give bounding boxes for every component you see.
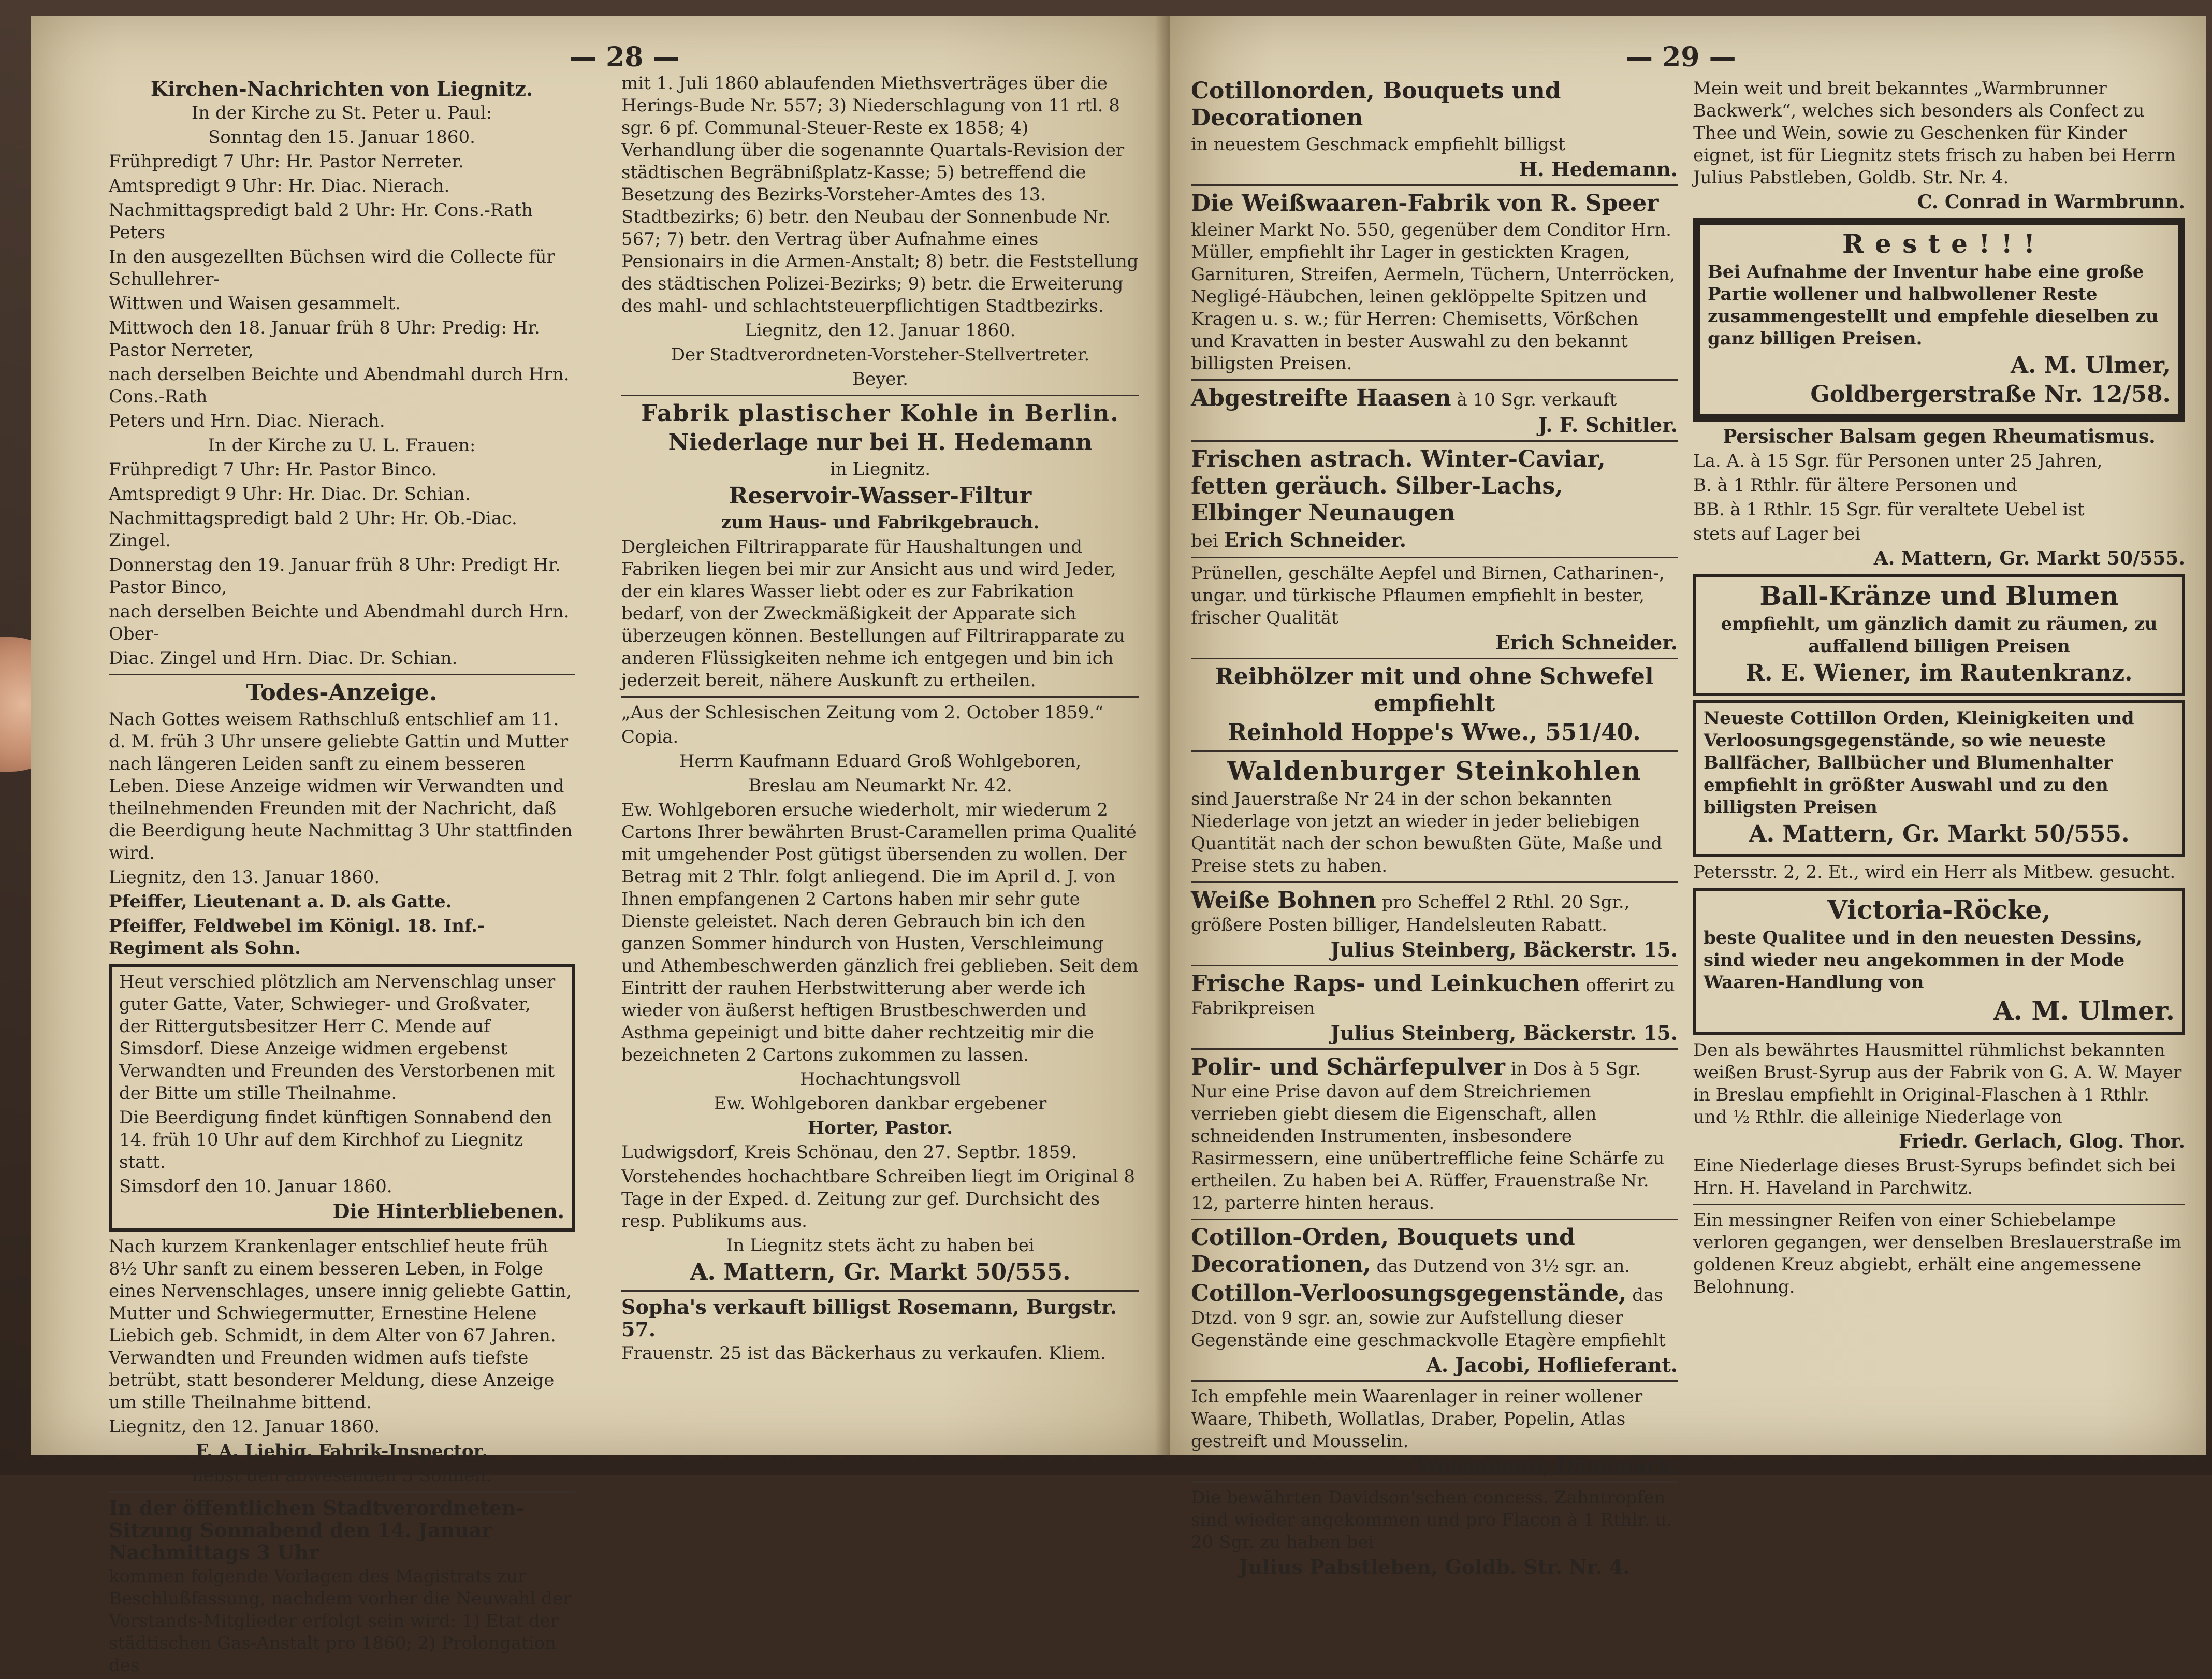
church-date: Sonntag den 15. Januar 1860. bbox=[208, 127, 475, 148]
verlosung-title: Cotillon-Verloosungsgegenstände, bbox=[1191, 1280, 1627, 1307]
right-col-2 bbox=[1693, 78, 2185, 1300]
church-line: Peters und Hrn. Diac. Nierach. bbox=[109, 411, 385, 431]
fabrik-title: Fabrik plastischer Kohle in Berlin. bbox=[641, 400, 1119, 427]
davidson-name: Julius Pabstleben, Goldb. Str. Nr. 4. bbox=[1239, 1555, 1630, 1579]
mende-signature: Die Hinterbliebenen. bbox=[332, 1199, 564, 1223]
haasen-text: à 10 Sgr. verkauft bbox=[1457, 389, 1617, 410]
reste-title: R e s t e ! ! ! bbox=[1842, 228, 2036, 259]
balsam-line: B. à 1 Rthlr. für ältere Personen und bbox=[1693, 475, 2017, 496]
divider bbox=[1693, 1204, 2185, 1205]
verlosung-name: A. Jacobi, Hoflieferant. bbox=[1426, 1353, 1678, 1377]
council-text: kommen folgende Vorlagen des Magistrats zur Beschlußfassung, nachdem vorher die Neuwahl der Vorstands-Mitglieder erfolgt sein wird: 1) Etat der städtischen Gas-Anstalt pro 1860; 2) Prolongation des bbox=[109, 1566, 572, 1676]
syrup-note: Eine Niederlage dieses Brust-Syrups befindet sich bei Hrn. H. Haveland in Parchwitz. bbox=[1693, 1155, 2176, 1198]
cotillon2-text: das Dutzend von 3½ sgr. an. bbox=[1376, 1256, 1631, 1277]
mende-burial: Die Beerdigung findet künftigen Sonnabend den 14. früh 10 Uhr auf dem Kirchhof zu Liegnitz statt. bbox=[119, 1107, 552, 1173]
liebich-text: Nach kurzem Krankenlager entschlief heute früh 8½ Uhr sanft zu einem besseren Leben, in Folge eines Nervenschlages, unsere innig geliebte Gattin, Mutter und Schwiegermutter, Ernestine Helene Liebich geb. Schmidt, in dem Alter von 67 Jahren. Verwandten und Freunden widmen aufs tiefste betrübt, statt besonderer Meldung, diese Anzeige um stille Theilnahme bittend. bbox=[109, 1236, 572, 1413]
verlosung-text: das Dtzd. von 9 sgr. an, sowie zur Aufstellung dieser Gegenstände eine geschmackvolle Etagère empfiehlt bbox=[1191, 1285, 1666, 1351]
gross-regards-2: Ew. Wohlgeboren dankbar ergebener bbox=[714, 1093, 1047, 1114]
liebich-signature: F. A. Liebig, Fabrik-Inspector, bbox=[196, 1441, 488, 1461]
ball-box bbox=[1693, 574, 2185, 696]
mende-date: Simsdorf den 10. Januar 1860. bbox=[119, 1176, 392, 1197]
polir-text: in Dos à 5 Sgr. Nur eine Prise davon auf dem Streichriemen verrieben giebt diesem die Eigenschaft, allen schneidenden Instrumenten, insbesondere Rasirmessern, eine unübertreffliche feine Schärfe zu ertheilen. Zu haben bei A. Rüffer, Frauenstraße Nr. 12, parterre hinten heraus. bbox=[1191, 1059, 1665, 1213]
neueste-name: A. Mattern, Gr. Markt 50/555. bbox=[1749, 821, 2130, 847]
baeckerhaus-ad: Frauenstr. 25 ist das Bäckerhaus zu verkaufen. Kliem. bbox=[621, 1343, 1106, 1364]
death-notice-sig1: Pfeiffer, Lieutenant a. D. als Gatte. bbox=[109, 891, 452, 912]
balsam-line: BB. à 1 Rthlr. 15 Sgr. für veraltete Uebel ist bbox=[1693, 499, 2085, 520]
left-col-2 bbox=[621, 73, 1139, 1367]
gross-letter: Ew. Wohlgeboren ersuche wiederholt, mir wiederum 2 Cartons Ihrer bewährten Brust-Caramellen prima Qualité mit umgehender Post gütigst übersenden zu wollen. Der Betrag mit 2 Thlr. folgt anliegend. Die im April d. J. von Ihnen empfangenen 2 Cartons haben mir sehr gute Dienste geleistet. Nach deren Gebrauch bin ich den ganzen Sommer hindurch von Husten, Verschleimung und Athembeschwerden gänzlich frei geblieben. Seit dem Eintritt der rauhen Herbstwitterung aber werde ich wieder von äußerst heftigen Brustbeschwerden und Asthma gepeinigt und bitte daher rechtzeitig mir die bezeichneten 2 Cartons zukommen zu lassen. bbox=[621, 800, 1139, 1065]
ball-text: empfiehlt, um gänzlich damit zu räumen, zu auffallend billigen Preisen bbox=[1721, 614, 2158, 657]
gross-note: Vorstehendes hochachtbare Schreiben liegt im Original 8 Tage in der Exped. d. Zeitung zur gef. Durchsicht des resp. Publikums aus. bbox=[621, 1166, 1136, 1232]
right-col-1 bbox=[1191, 78, 1678, 1580]
caviar-bei: bei bbox=[1191, 531, 1218, 552]
victoria-text: beste Qualitee und in den neuesten Dessins, sind wieder neu angekommen in der Mode Waaren-Handlung von bbox=[1704, 928, 2142, 993]
matches-name: Reinhold Hoppe's Wwe., 551/40. bbox=[1228, 719, 1641, 746]
gross-regards: Hochachtungsvoll bbox=[799, 1069, 961, 1090]
church-line: Nachmittagspredigt bald 2 Uhr: Hr. Cons.-Rath Peters bbox=[109, 200, 533, 243]
church-line: Frühpredigt 7 Uhr: Hr. Pastor Nerreter. bbox=[109, 151, 464, 172]
mende-notice-box bbox=[109, 964, 575, 1232]
victoria-name: A. M. Ulmer. bbox=[1993, 995, 2175, 1026]
speer-title: Die Weißwaaren-Fabrik von R. Speer bbox=[1191, 190, 1659, 216]
cotillon1-title: Cotillonorden, Bouquets und Decorationen bbox=[1191, 78, 1561, 131]
church-list-2 bbox=[109, 459, 575, 670]
balsam-line: stets auf Lager bei bbox=[1693, 524, 1861, 544]
raps-text: offerirt zu Fabrikpreisen bbox=[1191, 975, 1675, 1019]
weisemann-text: Ich empfehle mein Waarenlager in reiner wollener Waare, Thibeth, Wollatlas, Draber, Popelin, Atlas gestreift und Mousselin. bbox=[1191, 1386, 1643, 1452]
council-date: Liegnitz, den 12. Januar 1860. bbox=[745, 320, 1016, 341]
reste-name: A. M. Ulmer, bbox=[2010, 352, 2171, 379]
cotillon2-title: Cotillon-Orden, Bouquets und Decorationen, bbox=[1191, 1224, 1575, 1278]
church-line: Frühpredigt 7 Uhr: Hr. Pastor Binco. bbox=[109, 459, 437, 480]
death-notice-date: Liegnitz, den 13. Januar 1860. bbox=[109, 867, 380, 888]
divider bbox=[1191, 1380, 1678, 1382]
balsam-list bbox=[1693, 450, 2185, 545]
page-number-right: — 29 — bbox=[1626, 41, 1736, 73]
page-number-left: — 28 — bbox=[570, 41, 680, 73]
divider bbox=[621, 395, 1139, 396]
fruit-name: Erich Schneider. bbox=[1495, 631, 1678, 654]
coal-title: Waldenburger Steinkohlen bbox=[1227, 756, 1642, 786]
zeitung-copia: Copia. bbox=[621, 727, 679, 747]
divider bbox=[1191, 440, 1678, 442]
left-page bbox=[31, 16, 1170, 1676]
church-sub1: In der Kirche zu St. Peter u. Paul: bbox=[191, 103, 492, 123]
victoria-box bbox=[1693, 888, 2185, 1035]
peters-ad: Petersstr. 2, 2. Et., wird ein Herr als Mitbew. gesucht. bbox=[1693, 862, 2176, 882]
cotillon1-name: H. Hedemann. bbox=[1519, 157, 1678, 181]
council-continuation: mit 1. Juli 1860 ablaufenden Miethsverträges über die Herings-Bude Nr. 557; 3) Niederschlagung von 11 rtl. 8 sgr. 6 pf. Communal-Steuer-Reste ex 1858; 4) Verhandlung über die sogenannte Quartals-Revision der städtischen Begräbnißplatz-Kasse; 5) betreffend die Besetzung des Bezirks-Vorsteher-Amtes des 13. Stadtbezirks; 6) betr. den Neubau der Sonnenbude Nr. 567; 7) betr. den Vertrag über Aufnahme eines Pensionairs in die Armen-Anstalt; 8) betr. die Feststellung des städtischen Polizei-Bezirks; 9) betr. die Erweiterung des mahl- und schlachtsteuerpflichtigen Stadtbezirks. bbox=[621, 73, 1139, 316]
fabrik-place: in Liegnitz. bbox=[830, 459, 931, 480]
warmbrunn-name: C. Conrad in Warmbrunn. bbox=[1917, 191, 2185, 213]
church-title: Kirchen-Nachrichten von Liegnitz. bbox=[150, 77, 533, 100]
fabrik-subtitle: Niederlage nur bei H. Hedemann bbox=[668, 429, 1093, 456]
fruit-text: Prünellen, geschälte Aepfel und Birnen, Catharinen-, ungar. und türkische Pflaumen empfiehlt in bester, frischer Qualität bbox=[1191, 563, 1665, 628]
gross-address: Breslau am Neumarkt Nr. 42. bbox=[748, 775, 1012, 796]
mende-text: Heut verschied plötzlich am Nervenschlag unser guter Gatte, Vater, Schwieger- und Großvater, der Rittergutsbesitzer Herr C. Mende auf Simsdorf. Diese Anzeige widmen ergebenst Verwandten und Freunden des Verstorbenen mit der Bitte um stille Theilnahme. bbox=[119, 972, 556, 1104]
open-newspaper bbox=[31, 16, 2206, 1676]
gross-name: Horter, Pastor. bbox=[807, 1118, 953, 1138]
weisemann-name: Weisemann, Dänemark. bbox=[1416, 1454, 1678, 1478]
balsam-name: A. Mattern, Gr. Markt 50/555. bbox=[1873, 547, 2185, 569]
beans-title: Weiße Bohnen bbox=[1191, 887, 1376, 914]
church-line: nach derselben Beichte und Abendmahl durch Hrn. Cons.-Rath bbox=[109, 364, 570, 407]
divider bbox=[1191, 881, 1678, 883]
church-line: Diac. Zingel und Hrn. Diac. Dr. Schian. bbox=[109, 648, 458, 669]
filter-title: Reservoir-Wasser-Filtur bbox=[729, 483, 1032, 509]
raps-name: Julius Steinberg, Bäckerstr. 15. bbox=[1330, 1021, 1678, 1045]
council-title: In der öffentlichen Stadtverordneten-Sitzung Sonnabend den 14. Januar Nachmittags 3 Uhr bbox=[109, 1496, 525, 1564]
death-notice-text: Nach Gottes weisem Rathschluß entschlief am 11. d. M. früh 3 Uhr unsere geliebte Gattin und Mutter nach längeren Leiden sanft zu einem besseren Leben. Diese Anzeige widmen wir Verwandten und theilnehmenden Freunden mit der Nachricht, daß die Beerdigung heute Nachmittag 3 Uhr stattfinden wird. bbox=[109, 709, 573, 863]
divider bbox=[621, 1290, 1139, 1292]
mattern-name: A. Mattern, Gr. Markt 50/555. bbox=[690, 1259, 1071, 1285]
ball-title: Ball-Kränze und Blumen bbox=[1759, 581, 2119, 611]
reste-text: Bei Aufnahme der Inventur habe eine große Partie wollener und halbwollener Reste zusammengestellt und empfehle dieselben zu ganz billigen Preisen. bbox=[1708, 262, 2159, 349]
speer-text: kleiner Markt No. 550, gegenüber dem Conditor Hrn. Müller, empfiehlt ihr Lager in gestickten Kragen, Garnituren, Streifen, Aermeln, Tüchern, Unterröcken, Negligé-Häubchen, leinen geklöppelte Spitzen und Kragen u. s. w.; für Herren: Chemisetts, Vörßchen und Kravatten in bester Auswahl zu den bekannt billigsten Preisen. bbox=[1191, 220, 1676, 374]
left-col-1 bbox=[109, 78, 575, 1679]
neueste-box bbox=[1693, 700, 2185, 857]
syrup-name: Friedr. Gerlach, Glog. Thor. bbox=[1899, 1131, 2185, 1152]
cotillon1-text: in neuestem Geschmack empfiehlt billigst bbox=[1191, 134, 1565, 155]
church-line: Wittwen und Waisen gesammelt. bbox=[109, 293, 401, 314]
beans-name: Julius Steinberg, Bäckerstr. 15. bbox=[1330, 938, 1678, 961]
coal-text: sind Jauerstraße Nr 24 in der schon bekannten Niederlage von jetzt an wieder in jeder beliebigen Quantität nach der schon bewußten Güte, Maße und Preise stets zu haben. bbox=[1191, 789, 1663, 876]
raps-title: Frische Raps- und Leinkuchen bbox=[1191, 971, 1580, 997]
haasen-name: J. F. Schitler. bbox=[1538, 413, 1678, 437]
death-notice-title: Todes-Anzeige. bbox=[246, 679, 438, 706]
caviar-name: Erich Schneider. bbox=[1224, 528, 1406, 552]
divider bbox=[1191, 965, 1678, 966]
gross-place: Ludwigsdorf, Kreis Schönau, den 27. Septbr. 1859. bbox=[621, 1142, 1077, 1163]
church-line: Donnerstag den 19. Januar früh 8 Uhr: Predigt Hr. Pastor Binco, bbox=[109, 555, 561, 598]
council-name: Beyer. bbox=[852, 369, 908, 389]
reste-address: Goldbergerstraße Nr. 12/58. bbox=[1810, 381, 2171, 408]
zeitung-head: „Aus der Schlesischen Zeitung vom 2. October 1859.“ bbox=[621, 702, 1104, 723]
church-list-1 bbox=[109, 151, 575, 432]
divider bbox=[1191, 557, 1678, 558]
haasen-title: Abgestreifte Haasen bbox=[1191, 385, 1451, 411]
divider bbox=[1191, 379, 1678, 381]
council-signature: Der Stadtverordneten-Vorsteher-Stellvertreter. bbox=[671, 344, 1090, 365]
warmbrunn-text: Mein weit und breit bekanntes „Warmbrunner Backwerk“, welches sich besonders als Confect zu Thee und Wein, sowie zu Geschenken für Kinder eignet, ist für Liegnitz stets frisch zu haben bei Herrn Julius Pabstleben, Goldb. Str. Nr. 4. bbox=[1693, 78, 2176, 188]
church-line: Amtspredigt 9 Uhr: Hr. Diac. Nierach. bbox=[109, 176, 450, 196]
divider bbox=[1191, 1481, 1678, 1483]
beans-text: pro Scheffel 2 Rthl. 20 Sgr., größere Posten billiger, Handelsleuten Rabatt. bbox=[1191, 892, 1630, 935]
lost-item-ad: Ein messingner Reifen von einer Schiebelampe verloren gegangen, wer denselben Breslauerstraße im goldenen Kreuz abgiebt, erhält eine angemessene Belohnung. bbox=[1693, 1210, 2181, 1297]
polir-title: Polir- und Schärfepulver bbox=[1191, 1054, 1505, 1080]
gross-recipient: Herrn Kaufmann Eduard Groß Wohlgeboren, bbox=[679, 751, 1082, 772]
matches-title: Reibhölzer mit und ohne Schwefel empfiehlt bbox=[1215, 663, 1654, 717]
divider bbox=[109, 674, 575, 675]
liebich-signature-2: nebst den abwesenden 3 Söhnen. bbox=[192, 1465, 492, 1486]
ball-name: R. E. Wiener, im Rautenkranz. bbox=[1745, 660, 2133, 686]
church-line: Mittwoch den 18. Januar früh 8 Uhr: Predig: Hr. Pastor Nerreter, bbox=[109, 317, 540, 360]
church-line: Amtspredigt 9 Uhr: Hr. Diac. Dr. Schian. bbox=[109, 484, 471, 504]
death-notice-sig2: Pfeiffer, Feldwebel im Königl. 18. Inf.-Regiment als Sohn. bbox=[109, 916, 485, 959]
church-sub2: In der Kirche zu U. L. Frauen: bbox=[208, 435, 476, 456]
filter-text: Dergleichen Filtrirapparate für Haushaltungen und Fabriken liegen bei mir zur Ansicht aus und wird Jeder, der ein klares Wasser liebt oder es zur Fabrikation bedarf, von der Zweckmäßigkeit der Apparate sich überzeugen können. Bestellungen auf Filtrirapparate zu anderen Flüssigkeiten nehme ich entgegen und bin ich jederzeit bereit, nähere Auskunft zu ertheilen. bbox=[621, 537, 1125, 691]
divider bbox=[109, 1491, 575, 1493]
divider bbox=[1191, 1048, 1678, 1050]
divider bbox=[1191, 1219, 1678, 1220]
church-line: nach derselben Beichte und Abendmahl durch Hrn. Ober- bbox=[109, 601, 570, 644]
balsam-title: Persischer Balsam gegen Rheumatismus. bbox=[1723, 426, 2156, 447]
mattern-line: In Liegnitz stets ächt zu haben bei bbox=[726, 1235, 1035, 1256]
liebich-date: Liegnitz, den 12. Januar 1860. bbox=[109, 1416, 380, 1437]
divider bbox=[1191, 750, 1678, 752]
victoria-title: Victoria-Röcke, bbox=[1827, 894, 2051, 925]
syrup-text: Den als bewährtes Hausmittel rühmlichst bekannten weißen Brust-Syrup aus der Fabrik von G. A. W. Mayer in Breslau empfiehlt in Original-Flaschen à 1 Rthlr. und ½ Rthlr. die alleinige Niederlage von bbox=[1693, 1040, 2182, 1127]
divider bbox=[1191, 184, 1678, 186]
divider bbox=[621, 696, 1139, 698]
caviar-title: Frischen astrach. Winter-Caviar, fetten geräuch. Silber-Lachs, Elbinger Neunaugen bbox=[1191, 446, 1606, 526]
davidson-text: Die bewährten Davidson'schen concess. Zahntropfen sind wieder angekommen und pro Flacon à 1 Rthlr. u. 20 Sgr. zu haben bei bbox=[1191, 1487, 1672, 1553]
filter-subtitle: zum Haus- und Fabrikgebrauch. bbox=[721, 512, 1040, 533]
divider bbox=[1191, 658, 1678, 659]
reste-box bbox=[1693, 218, 2185, 422]
church-line: In den ausgezellten Büchsen wird die Collecte für Schullehrer- bbox=[109, 247, 555, 290]
sopha-ad: Sopha's verkauft billigst Rosemann, Burgstr. 57. bbox=[621, 1295, 1117, 1341]
church-line: Nachmittagspredigt bald 2 Uhr: Hr. Ob.-Diac. Zingel. bbox=[109, 508, 517, 551]
balsam-line: La. A. à 15 Sgr. für Personen unter 25 Jahren, bbox=[1693, 451, 2103, 471]
right-page bbox=[1170, 16, 2206, 1579]
neueste-text: Neueste Cottillon Orden, Kleinigkeiten und Verloosungsgegenstände, so wie neueste Ballfächer, Ballbücher und Blumenhalter empfiehlt in größter Auswahl und zu den billigsten Preisen bbox=[1704, 708, 2134, 818]
